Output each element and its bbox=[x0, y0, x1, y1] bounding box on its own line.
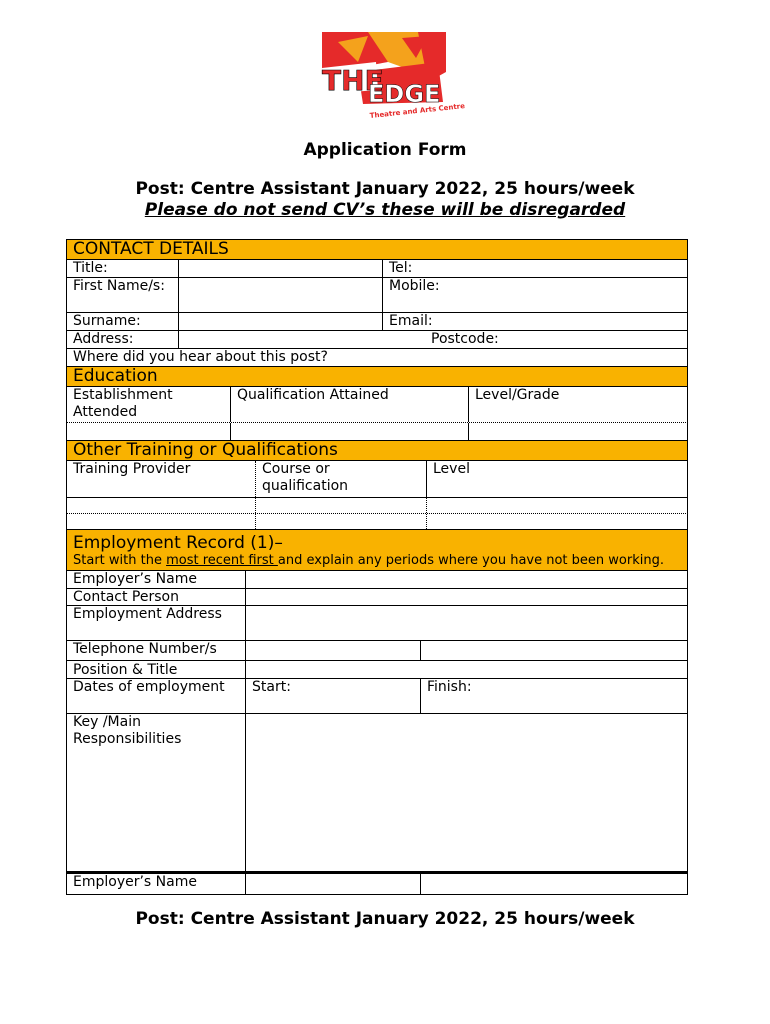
training-entry-row[interactable] bbox=[66, 514, 688, 530]
mobile-field[interactable] bbox=[383, 278, 687, 312]
surname-label: Surname: bbox=[67, 313, 179, 330]
training-col-course: Course or qualification bbox=[256, 461, 427, 497]
training-course-field[interactable] bbox=[256, 514, 427, 529]
instructions-end: and explain any periods where you have not been working. bbox=[277, 553, 664, 568]
education-entry-row[interactable] bbox=[66, 423, 688, 441]
edge-logo-graphic bbox=[318, 32, 466, 122]
tel-field[interactable] bbox=[383, 260, 687, 277]
logo-edge: EDGE bbox=[368, 80, 441, 108]
employer-name-field-2a[interactable] bbox=[246, 874, 421, 894]
instructions-start: Start with the bbox=[73, 553, 167, 568]
dates-label: Dates of employment bbox=[67, 679, 246, 713]
contact-person-label: Contact Person bbox=[67, 589, 246, 605]
finish-date-field[interactable] bbox=[421, 679, 687, 713]
employer-name-field-2b[interactable] bbox=[421, 874, 687, 894]
training-header-row bbox=[66, 461, 688, 498]
employment-instructions bbox=[73, 553, 687, 569]
instructions-emphasis: most recent first bbox=[166, 553, 278, 568]
dates-row bbox=[66, 679, 688, 714]
training-level-field[interactable] bbox=[427, 498, 687, 513]
telephone-field-1[interactable] bbox=[246, 641, 421, 660]
training-provider-field[interactable] bbox=[67, 514, 256, 529]
tel-label: Tel: bbox=[389, 260, 413, 276]
email-label: Email: bbox=[389, 313, 433, 329]
employment-header-title: Employment Record (1)– bbox=[73, 533, 283, 553]
employment-address-field[interactable] bbox=[246, 606, 687, 640]
responsibilities-label: Key /Main Responsibilities bbox=[67, 714, 246, 871]
contact-row-title bbox=[66, 260, 688, 278]
surname-field[interactable] bbox=[179, 313, 383, 330]
training-header: Other Training or Qualifications bbox=[66, 441, 688, 461]
contact-details-header: CONTACT DETAILS bbox=[66, 239, 688, 260]
application-form bbox=[66, 239, 688, 895]
employer-name-row-2 bbox=[66, 874, 688, 895]
contact-person-field[interactable] bbox=[246, 589, 687, 605]
education-level-field[interactable] bbox=[469, 423, 687, 440]
education-col-level: Level/Grade bbox=[475, 387, 560, 403]
form-title: Application Form bbox=[303, 140, 467, 160]
education-qualification-field[interactable] bbox=[231, 423, 469, 440]
contact-row-first-name bbox=[66, 278, 688, 313]
first-name-field[interactable] bbox=[179, 278, 383, 312]
training-col-level: Level bbox=[433, 461, 470, 477]
responsibilities-field[interactable] bbox=[246, 714, 687, 871]
postcode-label: Postcode: bbox=[431, 331, 499, 347]
edge-logo bbox=[318, 32, 466, 122]
cv-warning: Please do not send CV’s these will be disregarded bbox=[144, 200, 626, 220]
employer-name-label-2: Employer’s Name bbox=[67, 874, 246, 894]
education-col-qualification: Qualification Attained bbox=[231, 387, 469, 422]
contact-row-surname bbox=[66, 313, 688, 331]
email-field[interactable] bbox=[383, 313, 687, 330]
education-col-establishment: Establishment Attended bbox=[67, 387, 231, 422]
contact-row-hear bbox=[66, 349, 688, 367]
logo-the: THE bbox=[322, 64, 384, 97]
education-header-row bbox=[66, 387, 688, 423]
contact-person-row bbox=[66, 589, 688, 606]
start-label: Start: bbox=[252, 679, 291, 695]
training-course-field[interactable] bbox=[256, 498, 427, 513]
training-col-provider: Training Provider bbox=[67, 461, 256, 497]
finish-label: Finish: bbox=[427, 679, 472, 695]
address-field[interactable] bbox=[179, 331, 687, 348]
address-label: Address: bbox=[67, 331, 179, 348]
responsibilities-row bbox=[66, 714, 688, 874]
position-row bbox=[66, 661, 688, 679]
employer-name-field[interactable] bbox=[246, 571, 687, 588]
telephone-label: Telephone Number/s bbox=[67, 641, 246, 660]
position-label: Position & Title bbox=[67, 661, 246, 678]
footer-post-title: Post: Centre Assistant January 2022, 25 hours/week bbox=[135, 909, 635, 929]
training-provider-field[interactable] bbox=[67, 498, 256, 513]
mobile-label: Mobile: bbox=[389, 278, 440, 294]
education-establishment-field[interactable] bbox=[67, 423, 231, 440]
logo-tagline: Theatre and Arts Centre bbox=[369, 102, 466, 120]
employer-name-row bbox=[66, 571, 688, 589]
telephone-row bbox=[66, 641, 688, 661]
employment-address-row bbox=[66, 606, 688, 641]
post-title: Post: Centre Assistant January 2022, 25 hours/week bbox=[135, 179, 635, 199]
hear-about-field[interactable] bbox=[67, 349, 687, 366]
contact-row-address bbox=[66, 331, 688, 349]
employment-header bbox=[66, 530, 688, 571]
title-field[interactable] bbox=[179, 260, 383, 277]
telephone-field-2[interactable] bbox=[421, 641, 687, 660]
training-level-field[interactable] bbox=[427, 514, 687, 529]
first-name-label: First Name/s: bbox=[67, 278, 179, 312]
employer-name-label: Employer’s Name bbox=[67, 571, 246, 588]
title-label: Title: bbox=[67, 260, 179, 277]
position-field[interactable] bbox=[246, 661, 687, 678]
hear-about-label: Where did you hear about this post? bbox=[73, 349, 328, 365]
education-header: Education bbox=[66, 367, 688, 387]
start-date-field[interactable] bbox=[246, 679, 421, 713]
training-entry-row[interactable] bbox=[66, 498, 688, 514]
employment-address-label: Employment Address bbox=[67, 606, 246, 640]
